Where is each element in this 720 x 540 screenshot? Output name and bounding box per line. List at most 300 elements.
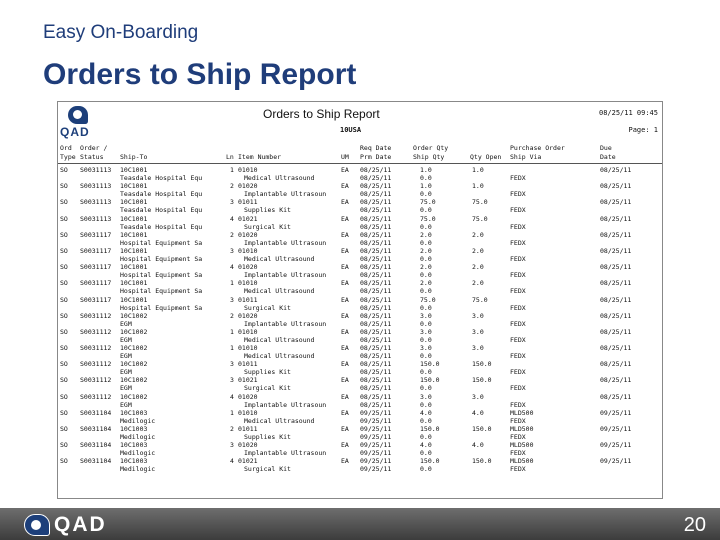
cell-shipto-name: EGM <box>120 319 132 328</box>
qad-logo-icon <box>68 106 88 124</box>
cell-shipto-name: Teasdale Hospital Equ <box>120 174 203 182</box>
table-row <box>58 215 662 231</box>
col-item: Item Number <box>238 153 282 161</box>
cell-line: 1 <box>230 166 234 174</box>
table-row <box>58 247 662 263</box>
cell-shipto: 10C1001 <box>120 263 148 272</box>
qad-logo <box>60 106 100 140</box>
cell-prm-date: 08/25/11 <box>360 303 392 312</box>
cell-due-date: 08/25/11 <box>600 295 632 304</box>
cell-ship-via: FEDX <box>510 465 526 474</box>
cell-item: 01020 <box>238 263 258 272</box>
col-qtyopen: Qty Open <box>470 153 502 161</box>
cell-qty-open: 2.0 <box>472 279 484 288</box>
cell-line: 1 <box>230 279 234 288</box>
table-row <box>58 198 662 214</box>
cell-order-qty: 150.0 <box>420 360 440 369</box>
cell-um: EA <box>341 327 349 336</box>
cell-due-date: 08/25/11 <box>600 263 632 272</box>
cell-req-date: 08/25/11 <box>360 246 392 255</box>
cell-qty-open: 4.0 <box>472 408 484 417</box>
cell-order-qty: 2.0 <box>420 230 432 239</box>
cell-item: 01020 <box>238 311 258 320</box>
cell-shipto-name: EGM <box>120 384 132 393</box>
cell-ship-qty: 0.0 <box>420 384 432 393</box>
cell-shipto: 10C1002 <box>120 327 148 336</box>
table-row <box>58 457 662 473</box>
cell-req-date: 08/25/11 <box>360 360 392 369</box>
cell-line: 2 <box>230 425 234 433</box>
col-prmdate: Prm Date <box>360 153 392 161</box>
cell-order-qty: 150.0 <box>420 376 440 385</box>
cell-ship-qty: 0.0 <box>420 416 432 425</box>
cell-item-desc: Medical Ultrasound <box>244 254 315 263</box>
cell-shipto-name: Teasdale Hospital Equ <box>120 206 203 215</box>
cell-item-desc: Medical Ultrasound <box>244 335 315 344</box>
cell-line: 4 <box>230 392 234 401</box>
cell-order: S0031117 <box>80 263 112 272</box>
cell-order: S0031112 <box>80 360 112 369</box>
cell-item: 01011 <box>238 360 258 369</box>
cell-order: S0031112 <box>80 376 112 385</box>
cell-item-desc: Implantable Ultrasoun <box>244 400 327 409</box>
cell-qty-open: 2.0 <box>472 230 484 239</box>
cell-due-date: 09/25/11 <box>600 408 632 417</box>
cell-order: S0031112 <box>80 344 112 353</box>
cell-line: 1 <box>230 408 234 417</box>
cell-shipto: 10C1003 <box>120 425 148 433</box>
cell-due-date: 08/25/11 <box>600 166 632 174</box>
col-shipvia: Ship Via <box>510 153 542 161</box>
cell-due-date: 08/25/11 <box>600 182 632 191</box>
cell-order-qty: 150.0 <box>420 457 440 466</box>
cell-due-date: 08/25/11 <box>600 311 632 320</box>
col-order-line2: Status <box>80 153 104 161</box>
cell-um: EA <box>341 344 349 353</box>
footer-logo <box>24 514 124 536</box>
cell-req-date: 08/25/11 <box>360 230 392 239</box>
cell-item: 01011 <box>238 198 258 207</box>
cell-prm-date: 08/25/11 <box>360 238 392 247</box>
cell-po: MLD500 <box>510 425 534 433</box>
cell-prm-date: 08/25/11 <box>360 222 392 231</box>
page-number: 20 <box>683 514 706 536</box>
cell-order-qty: 75.0 <box>420 295 436 304</box>
cell-qty-open: 2.0 <box>472 246 484 255</box>
cell-shipto: 10C1001 <box>120 295 148 304</box>
cell-item-desc: Implantable Ultrasoun <box>244 319 327 328</box>
table-row <box>58 409 662 425</box>
cell-order-qty: 75.0 <box>420 198 436 207</box>
cell-order: S0031112 <box>80 311 112 320</box>
cell-ship-qty: 0.0 <box>420 368 432 377</box>
cell-um: EA <box>341 263 349 272</box>
cell-shipto-name: EGM <box>120 335 132 344</box>
cell-order: S0031104 <box>80 441 112 450</box>
cell-ship-qty: 0.0 <box>420 271 432 280</box>
cell-qty-open: 75.0 <box>472 198 488 207</box>
cell-ship-via: FEDX <box>510 335 526 344</box>
cell-prm-date: 09/25/11 <box>360 433 392 441</box>
cell-line: 4 <box>230 457 234 466</box>
cell-order-qty: 3.0 <box>420 311 432 320</box>
cell-ship-qty: 0.0 <box>420 400 432 409</box>
cell-item: 01010 <box>238 344 258 353</box>
slide-kicker: Easy On-Boarding <box>43 22 199 43</box>
cell-ship-qty: 0.0 <box>420 238 432 247</box>
cell-shipto: 10C1001 <box>120 198 148 207</box>
cell-qty-open: 4.0 <box>472 441 484 450</box>
cell-line: 1 <box>230 327 234 336</box>
cell-order: S0031117 <box>80 246 112 255</box>
cell-ship-qty: 0.0 <box>420 303 432 312</box>
cell-req-date: 08/25/11 <box>360 295 392 304</box>
cell-ship-qty: 0.0 <box>420 287 432 296</box>
cell-um: EA <box>341 295 349 304</box>
cell-um: EA <box>341 279 349 288</box>
cell-ord-type: SO <box>60 327 68 336</box>
cell-item-desc: Implantable Ultrasoun <box>244 271 327 280</box>
cell-ship-via: FEDX <box>510 303 526 312</box>
col-ln: Ln <box>226 153 234 161</box>
cell-item: 01020 <box>238 392 258 401</box>
cell-line: 4 <box>230 263 234 272</box>
cell-line: 3 <box>230 360 234 369</box>
cell-prm-date: 08/25/11 <box>360 287 392 296</box>
col-reqdate: Req Date <box>360 144 392 152</box>
qad-logo-icon <box>24 514 50 536</box>
cell-qty-open: 3.0 <box>472 344 484 353</box>
cell-item-desc: Surgical Kit <box>244 303 291 312</box>
table-row <box>58 182 662 198</box>
cell-item: 01010 <box>238 279 258 288</box>
cell-req-date: 08/25/11 <box>360 182 392 191</box>
cell-line: 2 <box>230 230 234 239</box>
cell-order-qty: 2.0 <box>420 246 432 255</box>
cell-order-qty: 2.0 <box>420 263 432 272</box>
cell-order: S0031112 <box>80 392 112 401</box>
cell-order: S0031104 <box>80 408 112 417</box>
cell-shipto-name: Medilogic <box>120 433 156 441</box>
cell-ship-via: FEDX <box>510 287 526 296</box>
cell-order-qty: 150.0 <box>420 425 440 433</box>
cell-item: 01011 <box>238 425 258 433</box>
cell-due-date: 08/25/11 <box>600 246 632 255</box>
cell-req-date: 08/25/11 <box>360 376 392 385</box>
cell-ship-via: FEDX <box>510 352 526 361</box>
cell-um: EA <box>341 246 349 255</box>
report-title: Orders to Ship Report <box>263 107 380 121</box>
cell-shipto: 10C1003 <box>120 441 148 450</box>
col-ord-line2: Type <box>60 153 76 161</box>
cell-prm-date: 08/25/11 <box>360 384 392 393</box>
cell-ord-type: SO <box>60 182 68 191</box>
cell-req-date: 08/25/11 <box>360 279 392 288</box>
cell-shipto: 10C1002 <box>120 360 148 369</box>
cell-req-date: 09/25/11 <box>360 457 392 466</box>
cell-ord-type: SO <box>60 246 68 255</box>
table-row <box>58 263 662 279</box>
cell-item: 01021 <box>238 376 258 385</box>
cell-order-qty: 3.0 <box>420 344 432 353</box>
cell-ship-qty: 0.0 <box>420 449 432 458</box>
cell-po: MLD500 <box>510 408 534 417</box>
table-row <box>58 393 662 409</box>
cell-item: 01020 <box>238 441 258 450</box>
cell-due-date: 08/25/11 <box>600 376 632 385</box>
cell-ship-via: FEDX <box>510 416 526 425</box>
cell-um: EA <box>341 425 349 433</box>
cell-order-qty: 75.0 <box>420 214 436 223</box>
cell-ord-type: SO <box>60 392 68 401</box>
report-screenshot <box>57 101 663 499</box>
table-row <box>58 344 662 360</box>
cell-item-desc: Supplies Kit <box>244 206 291 215</box>
cell-prm-date: 09/25/11 <box>360 416 392 425</box>
cell-ord-type: SO <box>60 425 68 433</box>
cell-ord-type: SO <box>60 457 68 466</box>
cell-ship-via: FEDX <box>510 238 526 247</box>
cell-ship-via: FEDX <box>510 271 526 280</box>
table-row <box>58 360 662 376</box>
cell-ship-qty: 0.0 <box>420 254 432 263</box>
cell-item: 01010 <box>238 166 258 174</box>
cell-req-date: 08/25/11 <box>360 344 392 353</box>
cell-shipto-name: Teasdale Hospital Equ <box>120 190 203 199</box>
table-row <box>58 166 662 182</box>
cell-order-qty: 1.0 <box>420 166 432 174</box>
table-row <box>58 312 662 328</box>
cell-um: EA <box>341 457 349 466</box>
cell-shipto-name: Hospital Equipment Sa <box>120 271 203 280</box>
cell-ship-qty: 0.0 <box>420 174 432 182</box>
cell-qty-open: 1.0 <box>472 182 484 191</box>
col-shipto: Ship-To <box>120 153 148 161</box>
cell-shipto: 10C1001 <box>120 246 148 255</box>
cell-um: EA <box>341 441 349 450</box>
cell-order: S0031117 <box>80 230 112 239</box>
cell-ship-via: FEDX <box>510 433 526 441</box>
cell-shipto: 10C1002 <box>120 392 148 401</box>
cell-ord-type: SO <box>60 311 68 320</box>
cell-ship-via: FEDX <box>510 449 526 458</box>
cell-ship-qty: 0.0 <box>420 433 432 441</box>
cell-prm-date: 08/25/11 <box>360 368 392 377</box>
cell-ship-qty: 0.0 <box>420 335 432 344</box>
cell-qty-open: 2.0 <box>472 263 484 272</box>
cell-shipto: 10C1001 <box>120 279 148 288</box>
cell-shipto-name: Medilogic <box>120 416 156 425</box>
cell-shipto: 10C1002 <box>120 311 148 320</box>
report-rows <box>58 166 662 474</box>
cell-prm-date: 08/25/11 <box>360 254 392 263</box>
cell-req-date: 08/25/11 <box>360 198 392 207</box>
cell-um: EA <box>341 198 349 207</box>
cell-ord-type: SO <box>60 198 68 207</box>
cell-order: S0031113 <box>80 214 112 223</box>
cell-ship-via: FEDX <box>510 319 526 328</box>
cell-ship-qty: 0.0 <box>420 190 432 199</box>
cell-prm-date: 08/25/11 <box>360 271 392 280</box>
cell-shipto: 10C1001 <box>120 166 148 174</box>
col-due: Due <box>600 144 612 152</box>
cell-line: 3 <box>230 376 234 385</box>
cell-shipto: 10C1001 <box>120 182 148 191</box>
cell-req-date: 08/25/11 <box>360 214 392 223</box>
cell-ship-qty: 0.0 <box>420 206 432 215</box>
cell-ord-type: SO <box>60 295 68 304</box>
cell-item: 01010 <box>238 408 258 417</box>
report-date: 08/25/11 09:45 <box>598 109 658 117</box>
table-row <box>58 296 662 312</box>
cell-um: EA <box>341 230 349 239</box>
cell-ship-via: FEDX <box>510 254 526 263</box>
cell-prm-date: 08/25/11 <box>360 352 392 361</box>
cell-item-desc: Implantable Ultrasoun <box>244 449 327 458</box>
cell-item-desc: Implantable Ultrasoun <box>244 190 327 199</box>
cell-req-date: 09/25/11 <box>360 408 392 417</box>
cell-shipto: 10C1002 <box>120 344 148 353</box>
cell-ship-via: FEDX <box>510 174 526 182</box>
cell-shipto: 10C1001 <box>120 214 148 223</box>
cell-ship-via: FEDX <box>510 368 526 377</box>
cell-order-qty: 4.0 <box>420 441 432 450</box>
cell-shipto-name: Hospital Equipment Sa <box>120 238 203 247</box>
cell-item-desc: Supplies Kit <box>244 368 291 377</box>
cell-order: S0031113 <box>80 198 112 207</box>
cell-shipto-name: EGM <box>120 368 132 377</box>
cell-req-date: 08/25/11 <box>360 166 392 174</box>
cell-ord-type: SO <box>60 408 68 417</box>
cell-qty-open: 1.0 <box>472 166 484 174</box>
cell-item-desc: Medical Ultrasound <box>244 287 315 296</box>
cell-qty-open: 150.0 <box>472 457 492 466</box>
cell-prm-date: 09/25/11 <box>360 449 392 458</box>
cell-ord-type: SO <box>60 214 68 223</box>
cell-shipto-name: Medilogic <box>120 465 156 474</box>
report-page: Page: 1 <box>628 126 658 134</box>
cell-um: EA <box>341 360 349 369</box>
cell-item-desc: Medical Ultrasound <box>244 174 315 182</box>
cell-item: 01020 <box>238 182 258 191</box>
cell-shipto: 10C1003 <box>120 408 148 417</box>
cell-ord-type: SO <box>60 279 68 288</box>
cell-ship-via: FEDX <box>510 384 526 393</box>
cell-ord-type: SO <box>60 360 68 369</box>
cell-item-desc: Surgical Kit <box>244 222 291 231</box>
cell-order: S0031117 <box>80 295 112 304</box>
cell-req-date: 09/25/11 <box>360 441 392 450</box>
cell-shipto: 10C1002 <box>120 376 148 385</box>
cell-prm-date: 08/25/11 <box>360 319 392 328</box>
cell-due-date: 08/25/11 <box>600 230 632 239</box>
col-shipqty: Ship Qty <box>413 153 445 161</box>
cell-order-qty: 4.0 <box>420 408 432 417</box>
cell-um: EA <box>341 182 349 191</box>
cell-ship-qty: 0.0 <box>420 222 432 231</box>
cell-prm-date: 08/25/11 <box>360 190 392 199</box>
cell-item-desc: Medical Ultrasound <box>244 416 315 425</box>
cell-due-date: 08/25/11 <box>600 198 632 207</box>
cell-order-qty: 2.0 <box>420 279 432 288</box>
table-row <box>58 441 662 457</box>
cell-po: MLD500 <box>510 457 534 466</box>
cell-ship-qty: 0.0 <box>420 465 432 474</box>
cell-um: EA <box>341 311 349 320</box>
cell-due-date: 08/25/11 <box>600 327 632 336</box>
cell-qty-open: 150.0 <box>472 360 492 369</box>
col-ord-line1: Ord <box>60 144 72 152</box>
cell-due-date: 09/25/11 <box>600 457 632 466</box>
cell-shipto-name: EGM <box>120 400 132 409</box>
cell-prm-date: 08/25/11 <box>360 335 392 344</box>
cell-ship-via: FEDX <box>510 190 526 199</box>
table-row <box>58 425 662 441</box>
cell-req-date: 08/25/11 <box>360 311 392 320</box>
qad-logo-text: QAD <box>60 125 90 139</box>
cell-line: 1 <box>230 344 234 353</box>
cell-due-date: 09/25/11 <box>600 441 632 450</box>
cell-order-qty: 3.0 <box>420 327 432 336</box>
cell-order: S0031117 <box>80 279 112 288</box>
cell-qty-open: 3.0 <box>472 327 484 336</box>
report-header <box>58 143 662 164</box>
cell-shipto: 10C1003 <box>120 457 148 466</box>
cell-req-date: 09/25/11 <box>360 425 392 433</box>
cell-prm-date: 08/25/11 <box>360 174 392 182</box>
footer-brand: QAD <box>54 513 107 536</box>
cell-prm-date: 08/25/11 <box>360 206 392 215</box>
cell-item: 01010 <box>238 327 258 336</box>
cell-item-desc: Surgical Kit <box>244 465 291 474</box>
cell-line: 3 <box>230 198 234 207</box>
cell-due-date: 08/25/11 <box>600 392 632 401</box>
cell-qty-open: 150.0 <box>472 425 492 433</box>
cell-ord-type: SO <box>60 263 68 272</box>
cell-qty-open: 75.0 <box>472 214 488 223</box>
table-row <box>58 376 662 392</box>
cell-line: 4 <box>230 214 234 223</box>
cell-ship-via: FEDX <box>510 400 526 409</box>
cell-shipto: 10C1001 <box>120 230 148 239</box>
slide-title: Orders to Ship Report <box>43 58 357 91</box>
cell-item: 01021 <box>238 214 258 223</box>
cell-shipto-name: EGM <box>120 352 132 361</box>
cell-due-date: 08/25/11 <box>600 360 632 369</box>
cell-order-qty: 3.0 <box>420 392 432 401</box>
cell-ord-type: SO <box>60 376 68 385</box>
cell-shipto-name: Medilogic <box>120 449 156 458</box>
cell-due-date: 08/25/11 <box>600 344 632 353</box>
cell-ship-via: FEDX <box>510 222 526 231</box>
cell-um: EA <box>341 214 349 223</box>
cell-item: 01010 <box>238 246 258 255</box>
cell-um: EA <box>341 392 349 401</box>
cell-order: S0031112 <box>80 327 112 336</box>
cell-due-date: 09/25/11 <box>600 425 632 433</box>
col-um: UM <box>341 153 349 161</box>
col-po: Purchase Order <box>510 144 565 152</box>
cell-ord-type: SO <box>60 166 68 174</box>
cell-line: 2 <box>230 311 234 320</box>
cell-req-date: 08/25/11 <box>360 263 392 272</box>
cell-qty-open: 3.0 <box>472 392 484 401</box>
col-order-line1: Order / <box>80 144 108 152</box>
cell-line: 3 <box>230 441 234 450</box>
cell-item-desc: Surgical Kit <box>244 384 291 393</box>
cell-item: 01011 <box>238 295 258 304</box>
cell-po: MLD500 <box>510 441 534 450</box>
